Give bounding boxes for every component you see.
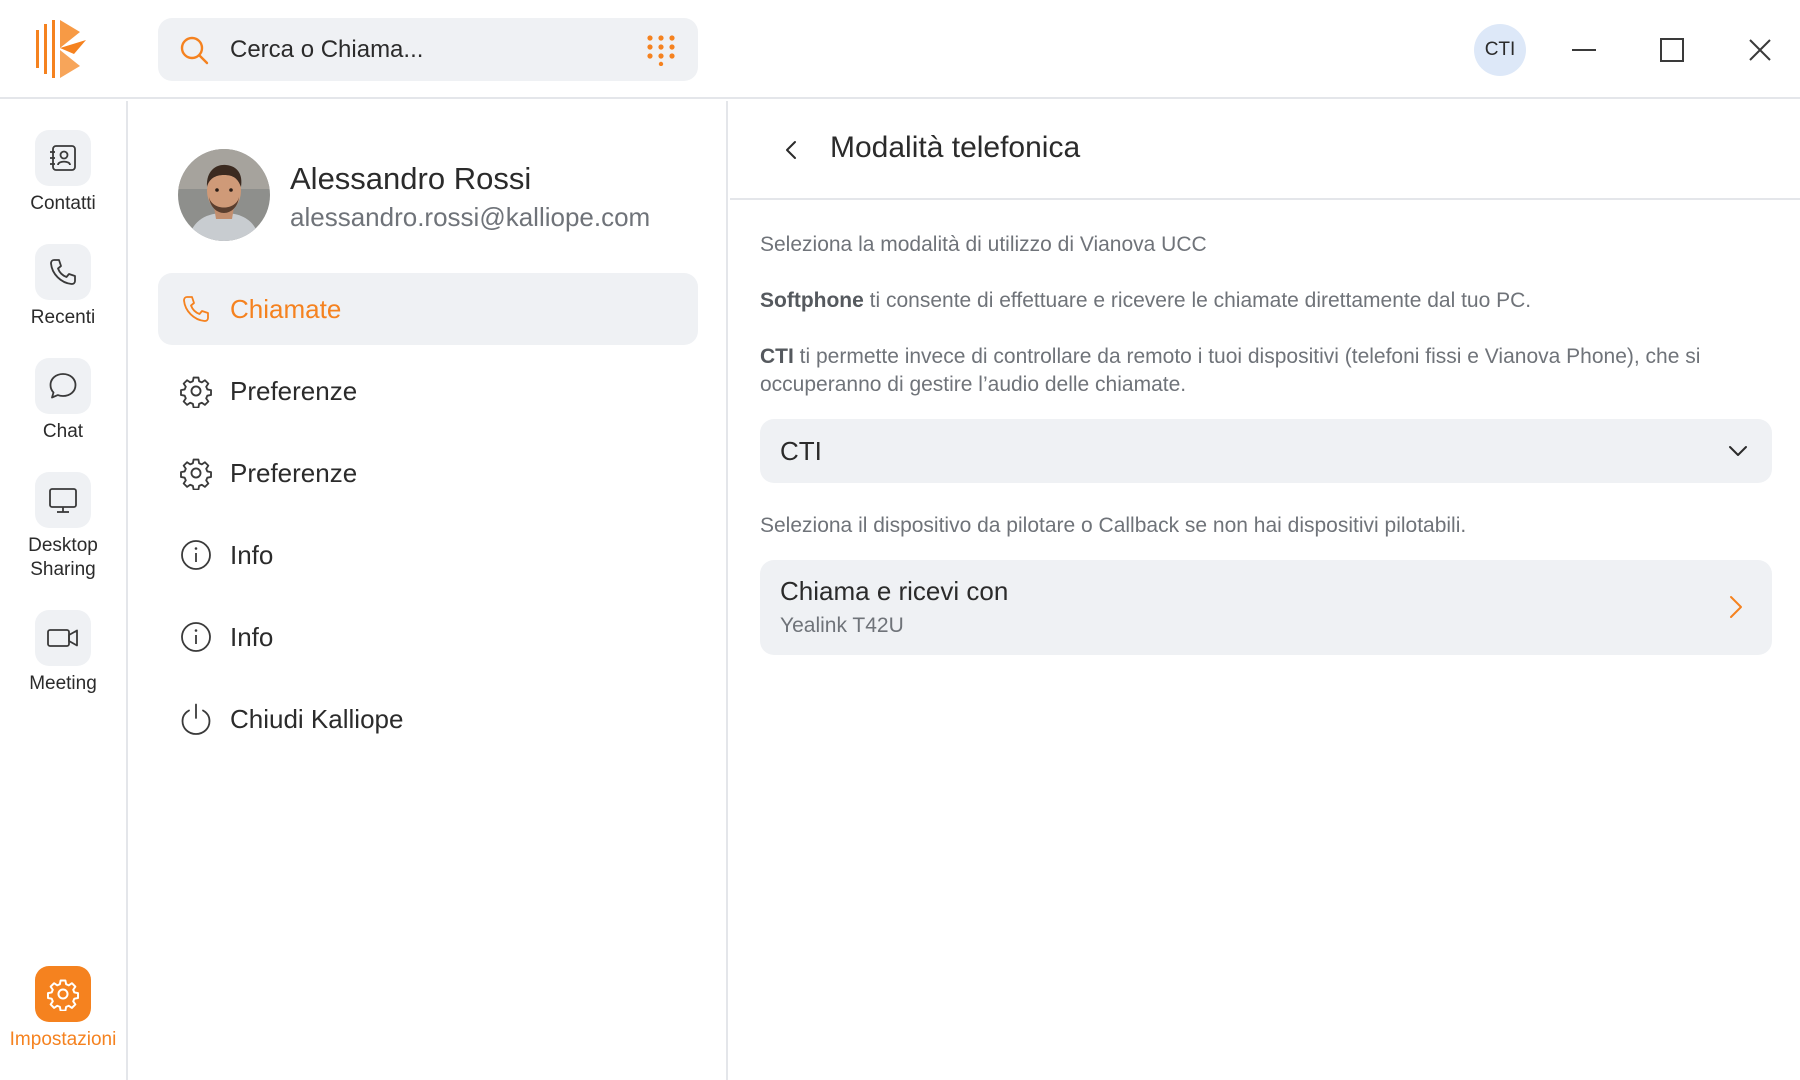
cti-term: CTI	[760, 345, 794, 368]
rail-item-chat[interactable]	[0, 358, 126, 444]
maximize-button[interactable]	[1652, 30, 1692, 70]
gear-icon	[176, 371, 216, 411]
rail-item-impostazioni[interactable]	[0, 966, 126, 1052]
rail-label: Contatti	[30, 193, 96, 214]
dialpad-icon[interactable]	[646, 34, 676, 66]
softphone-text: ti consente di effettuare e ricevere le chiamate direttamente dal tuo PC.	[863, 289, 1532, 312]
close-button[interactable]	[1740, 30, 1780, 70]
user-name: Alessandro Rossi	[290, 161, 532, 196]
panel-header	[730, 101, 1800, 200]
gear-icon	[176, 453, 216, 493]
power-icon	[176, 699, 216, 739]
device-selector-value: Yealink T42U	[780, 614, 904, 637]
menu-item-label: Info	[230, 539, 274, 570]
menu-item-label: Chiamate	[230, 293, 342, 324]
video-camera-icon	[35, 610, 91, 666]
minimize-button[interactable]	[1564, 30, 1604, 70]
rail-label: Recenti	[30, 307, 96, 328]
mode-select-value: CTI	[780, 436, 822, 466]
maximize-icon	[1659, 37, 1685, 63]
settings-menu	[128, 101, 728, 1080]
chevron-left-icon	[781, 139, 803, 161]
cti-description	[760, 343, 1770, 399]
rail-item-contatti[interactable]	[0, 130, 126, 216]
rail-label: Desktop Sharing	[28, 535, 98, 580]
rail-item-meeting[interactable]	[0, 610, 126, 696]
menu-item-label: Chiudi Kalliope	[230, 703, 404, 734]
rail-item-desktop-sharing[interactable]	[0, 472, 126, 582]
device-selector[interactable]	[760, 560, 1772, 655]
detail-panel	[730, 101, 1800, 1080]
phone-icon	[176, 289, 216, 329]
kalliope-logo-icon	[34, 18, 94, 80]
menu-item-chiudi-kalliope[interactable]	[158, 683, 698, 755]
search-icon	[178, 34, 210, 66]
avatar[interactable]	[178, 149, 270, 241]
user-email: alessandro.rossi@kalliope.com	[290, 202, 651, 232]
minimize-icon	[1571, 37, 1597, 63]
gear-icon	[35, 966, 91, 1022]
menu-item-label: Preferenze	[230, 457, 358, 488]
rail-label: Chat	[42, 421, 84, 442]
softphone-term: Softphone	[760, 289, 864, 312]
close-icon	[1747, 37, 1773, 63]
monitor-icon	[35, 472, 91, 528]
menu-item-info[interactable]	[158, 519, 698, 591]
intro-text: Seleziona la modalità di utilizzo di Vianova UCC	[760, 233, 1207, 256]
device-selector-title: Chiama e ricevi con	[780, 576, 1009, 606]
menu-item-label: Info	[230, 621, 274, 652]
cti-text: ti permette invece di controllare da remoto i tuoi dispositivi (telefoni fissi e Vianova Phone), che si occuperanno di gestire l’audio delle chiamate.	[760, 345, 1701, 396]
menu-item-preferenze-2[interactable]	[158, 437, 698, 509]
menu-item-preferenze[interactable]	[158, 355, 698, 427]
chat-bubble-icon	[35, 358, 91, 414]
chevron-right-icon	[1720, 590, 1752, 624]
rail-label: Meeting	[29, 673, 97, 694]
page-title: Modalità telefonica	[830, 131, 1081, 164]
mode-select[interactable]	[760, 419, 1772, 483]
rail-label: Impostazioni	[9, 1029, 117, 1050]
info-icon	[176, 535, 216, 575]
back-button[interactable]	[772, 130, 812, 170]
menu-item-chiamate[interactable]	[158, 273, 698, 345]
info-icon	[176, 617, 216, 657]
phone-icon	[35, 244, 91, 300]
rail-item-recenti[interactable]	[0, 244, 126, 330]
menu-item-label: Preferenze	[230, 375, 358, 406]
mode-badge[interactable]: CTI	[1474, 24, 1526, 76]
nav-rail	[0, 101, 128, 1080]
search-bar[interactable]	[158, 18, 698, 81]
search-input[interactable]: Cerca o Chiama...	[230, 36, 424, 63]
chevron-down-icon	[1722, 435, 1754, 467]
title-bar	[0, 0, 1800, 99]
device-hint-text: Seleziona il dispositivo da pilotare o Callback se non hai dispositivi pilotabili.	[760, 514, 1467, 537]
menu-item-info-2[interactable]	[158, 601, 698, 673]
softphone-description	[760, 287, 1770, 315]
contacts-icon	[35, 130, 91, 186]
